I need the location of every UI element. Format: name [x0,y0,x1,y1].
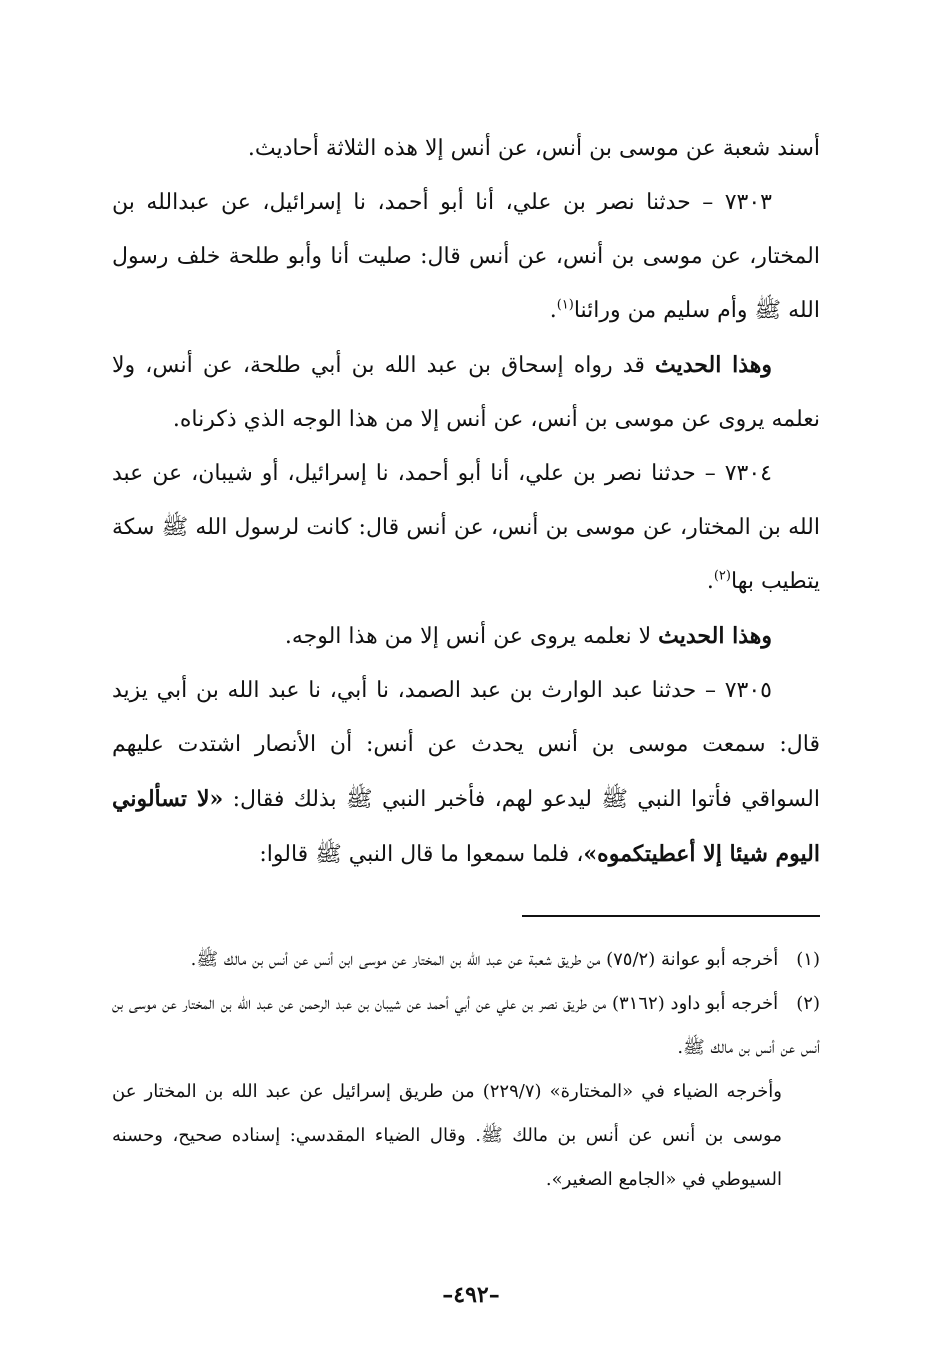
hadith-number: ٧٣٠٥ [724,678,772,703]
footnote-text: أخرجه أبو داود (٣١٦٢) من طريق نصر بن علي عن أبي أحمد عن شيبان بن عبد الرحمن عن عبد الله بن المختار عن موسى بن أنس عن أنس بن مالك ﷺ. [112,993,820,1058]
footnotes [112,938,820,1202]
footnote-number: (١) [796,949,820,970]
page-number: –٤٩٢– [442,1282,500,1308]
hadith-end: . [549,298,557,323]
intro-paragraph: أسند شعبة عن موسى بن أنس، عن أنس إلا هذه الثلاثة أحاديث. [247,136,820,161]
footnote-text: أخرجه أبو عوانة (٧٥/٢) من طريق شعبة عن عبد الله بن المختار عن موسى ابن أنس عن أنس بن مالك ﷺ. [190,949,779,970]
footnote-separator [522,915,820,917]
footnote-2 [112,982,820,1070]
hadith-7303 [112,176,820,338]
hadith-quote: «لا تسألوني اليوم شيئا إلا أعطيتكموه» [112,786,820,867]
hadith-text: – حدثنا نصر بن علي، أنا أبو أحمد، نا إسرائيل، عن عبدالله بن المختار، عن موسى بن أنس، عن أنس قال: صليت أنا وأبو طلحة خلف رسول الله ﷺ وأم سليم من ورائنا [112,190,820,323]
footnote-1 [112,938,820,982]
commentary-2 [112,609,820,664]
footnote-ref: (٢) [713,568,731,584]
footnote-2-continuation: وأخرجه الضياء في «المختارة» (٢٢٩/٧) من طريق إسرائيل عن عبد الله بن المختار عن موسى بن أنس عن أنس بن مالك ﷺ. وقال الضياء المقدسي: إسناده صحيح، وحسنه السيوطي في «الجامع الصغير». [112,1081,782,1190]
hadith-text: – حدثنا عبد الوارث بن عبد الصمد، نا أبي، نا عبد الله بن أبي يزيد قال: سمعت موسى بن أنس يحدث عن أنس: أن الأنصار اشتدت عليهم السواقي فأتوا النبي ﷺ ليدعو لهم، فأخبر النبي ﷺ بذلك فقال: [112,678,820,812]
footnote-ref: (١) [556,297,574,313]
hadith-number: ٧٣٠٣ [724,190,772,215]
hadith-end: . [706,569,714,594]
hadith-7304 [112,447,820,609]
commentary-text: قد رواه إسحاق بن عبد الله بن أبي طلحة، عن أنس، ولا نعلمه يروى عن موسى بن أنس، عن أنس إلا من هذا الوجه الذي ذكرناه. [112,353,820,432]
hadith-text: – حدثنا نصر بن علي، أنا أبو أحمد، نا إسرائيل، أو شيبان، عن عبد الله بن المختار، عن موسى بن أنس، عن أنس قال: كانت لرسول الله ﷺ سكة يتطيب بها [112,461,820,594]
commentary-lead: وهذا الحديث [655,352,772,378]
commentary-text: لا نعلمه يروى عن أنس إلا من هذا الوجه. [284,624,659,649]
hadith-7305 [112,664,820,882]
main-text [112,122,820,882]
hadith-continuation: ، فلما سمعوا ما قال النبي ﷺ قالوا: [259,842,584,867]
hadith-number: ٧٣٠٤ [724,461,772,486]
commentary-1 [112,338,820,447]
commentary-lead: وهذا الحديث [658,623,772,649]
footnote-number: (٢) [796,993,820,1014]
